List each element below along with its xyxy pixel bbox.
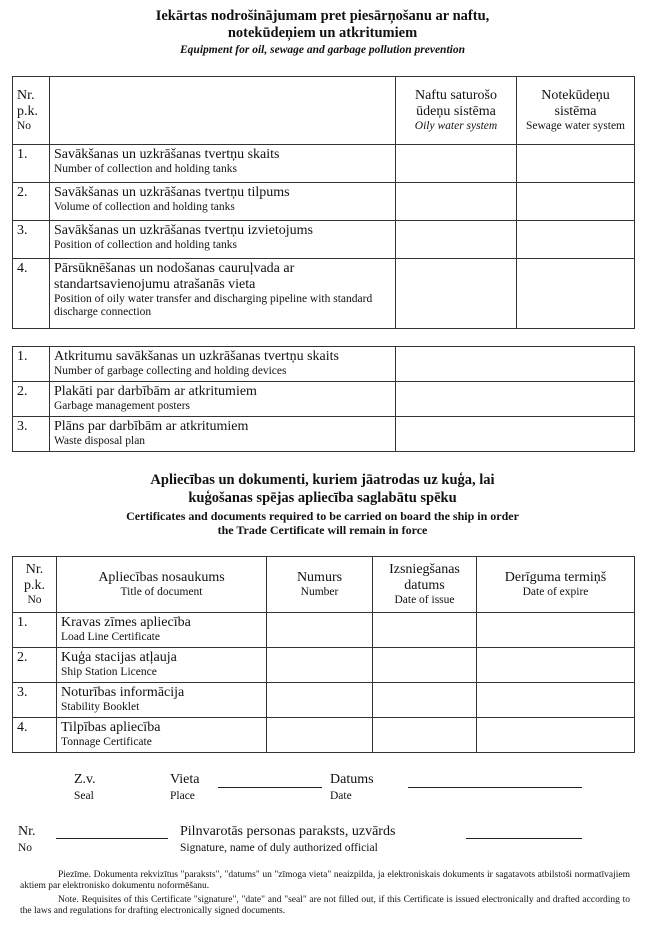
col-issue-lv: Izsniegšanas datums: [389, 562, 460, 593]
col-description-header: [50, 77, 396, 145]
date-label-en: Date: [330, 790, 352, 802]
col-no-en: No: [17, 120, 32, 132]
date-input-line[interactable]: [408, 787, 582, 788]
sewage-value-cell[interactable]: [517, 183, 635, 221]
number-cell[interactable]: [267, 613, 373, 648]
expire-date-cell[interactable]: [477, 718, 635, 753]
col-expire-header: [477, 557, 635, 613]
equipment-title-en: Equipment for oil, sewage and garbage pollution prevention: [180, 44, 465, 56]
row-description: [50, 382, 396, 417]
row-number: 1.: [13, 347, 50, 382]
certificates-title-en-2: the Trade Certificate will remain in force: [217, 523, 428, 537]
row-number: 4.: [13, 259, 50, 329]
table-row: [13, 683, 635, 718]
row-description: [50, 347, 396, 382]
row-label-en: Load Line Certificate: [61, 631, 160, 643]
row-label-en: Ship Station Licence: [61, 666, 157, 678]
row-label-lv: Savākšanas un uzkrāšanas tvertņu izvietojums: [54, 223, 313, 238]
row-label-lv: Atkritumu savākšanas un uzkrāšanas tvertņu skaits: [54, 349, 339, 364]
row-description: [50, 417, 396, 452]
col-expire-en: Date of expire: [522, 586, 589, 598]
date-label: Datums: [330, 772, 374, 787]
signature-label-en: Signature, name of duly authorized official: [180, 842, 378, 854]
row-description: [57, 683, 267, 718]
expire-date-cell[interactable]: [477, 683, 635, 718]
col-sewage-header: [517, 77, 635, 145]
row-number: 2.: [13, 382, 50, 417]
col-number-header: [267, 557, 373, 613]
col-no-header: [13, 557, 57, 613]
col-title-lv: Apliecības nosaukums: [98, 570, 225, 585]
equipment-title-line-1: Iekārtas nodrošinājumam pret piesārņošanu ar naftu,: [155, 8, 490, 24]
sewage-value-cell[interactable]: [517, 259, 635, 329]
seal-label-en: Seal: [74, 790, 94, 802]
row-description: [57, 718, 267, 753]
certificates-header-row: [13, 557, 635, 613]
col-no-lv-1: Nr.: [25, 562, 44, 577]
col-oily-lv: Naftu saturošo ūdeņu sistēma: [414, 88, 498, 119]
col-title-header: [57, 557, 267, 613]
col-issue-en: Date of issue: [394, 594, 455, 606]
signature-label: Pilnvarotās personas paraksts, uzvārds: [180, 824, 396, 839]
row-label-lv: Pārsūknēšanas un nodošanas cauruļvada ar standartsavienojumu atrašanās vieta: [54, 261, 295, 292]
col-sewage-lv: Notekūdeņu sistēma: [541, 88, 610, 119]
table-row: [13, 259, 635, 329]
row-label-lv: Plāns par darbībām ar atkritumiem: [54, 419, 249, 434]
row-label-lv: Tilpības apliecība: [61, 720, 161, 735]
table-row: [13, 417, 635, 452]
col-no-lv-2: p.k.: [24, 578, 45, 593]
issue-date-cell[interactable]: [373, 683, 477, 718]
col-no-en: No: [27, 594, 42, 606]
row-label-en: Waste disposal plan: [54, 435, 146, 447]
place-label-en: Place: [170, 790, 195, 802]
table-row: [13, 145, 635, 183]
row-label-lv: Noturības informācija: [61, 685, 185, 700]
row-number: 2.: [13, 648, 57, 683]
row-label-en: Stability Booklet: [61, 701, 140, 713]
certificates-table: [12, 556, 635, 753]
row-number: 3.: [13, 417, 50, 452]
col-no-lv-2: p.k.: [17, 104, 38, 119]
row-description: [50, 221, 396, 259]
row-number: 1.: [13, 145, 50, 183]
number-input-line[interactable]: [56, 838, 168, 839]
row-label-en: Position of collection and holding tanks: [54, 239, 238, 251]
issue-date-cell[interactable]: [373, 718, 477, 753]
col-issue-header: [373, 557, 477, 613]
garbage-value-cell[interactable]: [396, 417, 635, 452]
row-label-en: Garbage management posters: [54, 400, 191, 412]
sewage-value-cell[interactable]: [517, 145, 635, 183]
table-row: [13, 718, 635, 753]
place-label: Vieta: [170, 772, 200, 787]
row-number: 1.: [13, 613, 57, 648]
table-row: [13, 221, 635, 259]
row-number: 3.: [13, 221, 50, 259]
equipment-table: [12, 76, 635, 329]
row-label-lv: Savākšanas un uzkrāšanas tvertņu skaits: [54, 147, 280, 162]
table-row: [13, 183, 635, 221]
row-label-lv: Plakāti par darbībām ar atkritumiem: [54, 384, 257, 399]
row-number: 3.: [13, 683, 57, 718]
row-label-lv: Kuģa stacijas atļauja: [61, 650, 177, 665]
col-sewage-en: Sewage water system: [526, 120, 625, 132]
row-label-lv: Kravas zīmes apliecība: [61, 615, 191, 630]
certificates-title-line-2: kuģošanas spējas apliecība saglabātu spēku: [188, 490, 457, 506]
signature-input-line[interactable]: [466, 838, 582, 839]
seal-label: Z.v.: [74, 772, 96, 787]
table-row: [13, 347, 635, 382]
number-cell[interactable]: [267, 648, 373, 683]
col-no-lv-1: Nr.: [17, 88, 35, 103]
garbage-table: [12, 346, 635, 452]
col-expire-lv: Derīguma termiņš: [504, 570, 607, 585]
expire-date-cell[interactable]: [477, 613, 635, 648]
oily-value-cell[interactable]: [396, 145, 517, 183]
col-oily-en: Oily water system: [414, 120, 498, 132]
oily-value-cell[interactable]: [396, 221, 517, 259]
col-no-header: [13, 77, 50, 145]
sewage-value-cell[interactable]: [517, 221, 635, 259]
garbage-value-cell[interactable]: [396, 382, 635, 417]
oily-value-cell[interactable]: [396, 183, 517, 221]
number-label-en: No: [18, 842, 33, 854]
row-label-en: Volume of collection and holding tanks: [54, 201, 235, 213]
place-input-line[interactable]: [218, 787, 322, 788]
col-number-lv: Numurs: [296, 570, 343, 585]
note-lv: Piezīme. Dokumenta rekvizītus "paraksts", "datums" un "zīmoga vieta" neaizpilda, ja elektroniskais dokuments ir sagatavots atbilstoši normatīvajiem aktiem par elektronisko dokumentu noformēšanu.: [20, 870, 630, 891]
equipment-title-line-2: notekūdeņiem un atkritumiem: [227, 25, 418, 41]
table-row: [13, 382, 635, 417]
row-label-en: Tonnage Certificate: [61, 736, 152, 748]
equipment-header-row: [13, 77, 635, 145]
expire-date-cell[interactable]: [477, 648, 635, 683]
oily-value-cell[interactable]: [396, 259, 517, 329]
number-cell[interactable]: [267, 683, 373, 718]
number-cell[interactable]: [267, 718, 373, 753]
col-title-en: Title of document: [120, 586, 203, 598]
col-number-en: Number: [300, 586, 339, 598]
row-label-en: Number of collection and holding tanks: [54, 163, 238, 175]
row-number: 2.: [13, 183, 50, 221]
table-row: [13, 613, 635, 648]
certificates-title-en-1: Certificates and documents required to be carried on board the ship in order: [126, 509, 519, 523]
issue-date-cell[interactable]: [373, 648, 477, 683]
number-label: Nr.: [18, 824, 36, 839]
issue-date-cell[interactable]: [373, 613, 477, 648]
row-description: [57, 648, 267, 683]
row-label-en: Number of garbage collecting and holding devices: [54, 365, 287, 377]
row-description: [57, 613, 267, 648]
note-en: Note. Requisites of this Certificate "signature", "date" and "seal" are not filled out, if this Certificate is issued electronically and drafted according to the laws and regulations for drafting electronically signed documents.: [20, 895, 630, 916]
table-row: [13, 648, 635, 683]
row-description: [50, 259, 396, 329]
col-oily-header: [396, 77, 517, 145]
row-number: 4.: [13, 718, 57, 753]
certificates-title-line-1: Apliecības un dokumenti, kuriem jāatrodas uz kuģa, lai: [150, 472, 495, 488]
row-label-en: Position of oily water transfer and discharging pipeline with standard discharge connection: [54, 293, 373, 318]
row-description: [50, 183, 396, 221]
row-label-lv: Savākšanas un uzkrāšanas tvertņu tilpums: [54, 185, 290, 200]
garbage-value-cell[interactable]: [396, 347, 635, 382]
row-description: [50, 145, 396, 183]
